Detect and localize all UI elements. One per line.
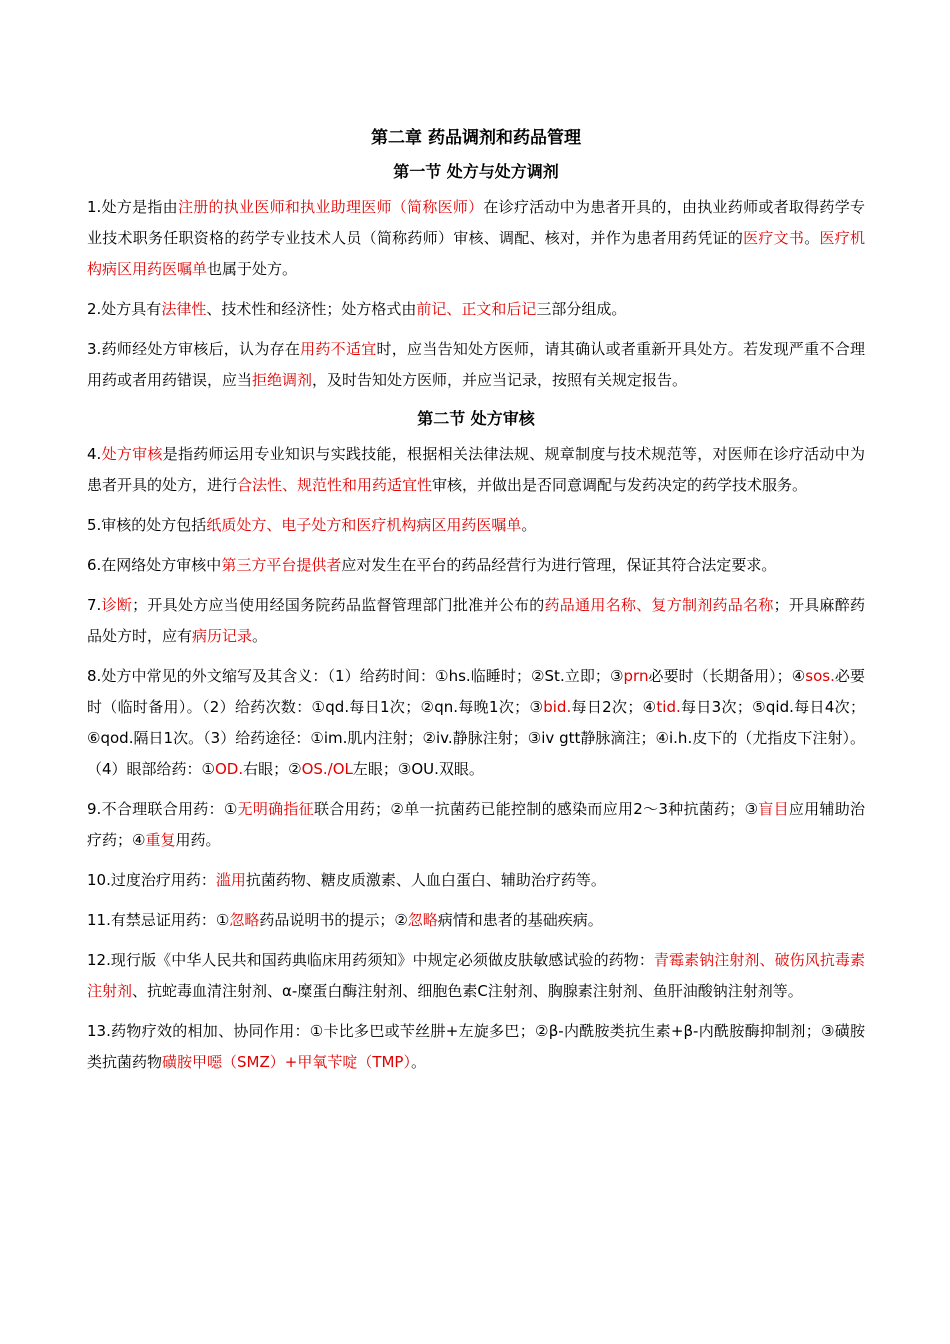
chapter-title: 第二章 药品调剂和药品管理 <box>371 128 581 148</box>
highlighted-term: 盲目 <box>758 800 789 818</box>
text-run: 4. <box>87 445 102 463</box>
text-run: 审核，并做出是否同意调配与发药决定的药学技术服务。 <box>432 476 808 494</box>
paragraph <box>87 905 865 936</box>
highlighted-term: prn <box>623 667 649 685</box>
text-run: 也属于处方。 <box>207 260 298 278</box>
highlighted-term: 医疗文书 <box>743 229 805 247</box>
highlighted-term: 用药不适宜 <box>300 340 377 358</box>
text-run: 必要时（长期备用）；④ <box>648 667 806 685</box>
text-run: 每日3次；⑤qid.每日4次；⑥qod.隔日1次。（3）给药途径：①im.肌内注射；②iv.静脉注射；③iv gtt静脉滴注；④i.h.皮下的（尤指皮下注射）。（4）眼部给药：① <box>87 698 865 778</box>
text-run: 左眼；③OU.双眼。 <box>352 760 484 778</box>
paragraph <box>87 510 865 541</box>
paragraph <box>87 1016 865 1078</box>
document-page <box>87 118 865 1087</box>
text-run: 应用辅助治疗药；④ <box>87 800 865 849</box>
highlighted-term: 纸质处方、电子处方和医疗机构病区用药医嘱单 <box>206 516 522 534</box>
text-run: 病情和患者的基础疾病。 <box>437 911 603 929</box>
highlighted-term: 拒绝调剂 <box>252 371 313 389</box>
text-run: 11.有禁忌证用药：① <box>87 911 230 929</box>
highlighted-term: OD. <box>215 760 244 778</box>
text-run: 、抗蛇毒血清注射剂、α-糜蛋白酶注射剂、细胞色素C注射剂、胸腺素注射剂、鱼肝油酸钠注射剂等。 <box>132 982 803 1000</box>
highlighted-term: 滥用 <box>215 871 246 889</box>
highlighted-term: OS./OL <box>301 760 353 778</box>
text-run: 9.不合理联合用药：① <box>87 800 238 818</box>
text-run: 必要时（临时备用）。（2）给药次数：①qd.每日1次；②qn.每晚1次；③ <box>87 667 865 716</box>
text-run: 6.在网络处方审核中 <box>87 556 222 574</box>
paragraph <box>87 334 865 396</box>
text-run: 8.处方中常见的外文缩写及其含义：（1）给药时间：①hs.临睡时；②St.立即；③ <box>87 667 624 685</box>
text-run: ，及时告知处方医师，并应当记录，按照有关规定报告。 <box>312 371 688 389</box>
section-title: 第二节 处方审核 <box>417 409 535 428</box>
paragraph <box>87 794 865 856</box>
text-run: 每日2次；④ <box>571 698 657 716</box>
highlighted-term: 忽略 <box>407 911 438 929</box>
text-run: 应对发生在平台的药品经营行为进行管理，保证其符合法定要求。 <box>341 556 777 574</box>
text-run: 、技术性和经济性；处方格式由 <box>206 300 417 318</box>
paragraph <box>87 192 865 285</box>
highlighted-term: 前记、正文和后记 <box>416 300 537 318</box>
text-run: 1.处方是指由 <box>87 198 178 216</box>
highlighted-term: 磺胺甲噁（SMZ）+甲氧苄啶（TMP） <box>162 1053 411 1071</box>
section-title: 第一节 处方与处方调剂 <box>393 162 559 181</box>
text-run: 用药。 <box>175 831 221 849</box>
text-run: 药品说明书的提示；② <box>259 911 408 929</box>
text-run: 13.药物疗效的相加、协同作用：①卡比多巴或苄丝肼+左旋多巴；②β-内酰胺类抗生素+β-内酰胺酶抑制剂；③磺胺类抗菌药物 <box>87 1022 865 1071</box>
text-run: 。 <box>252 627 268 645</box>
highlighted-term: 重复 <box>145 831 176 849</box>
text-run: 是指药师运用专业知识与实践技能，根据相关法律法规、规章制度与技术规范等，对医师在诊疗活动中为患者开具的处方，进行 <box>87 445 865 494</box>
highlighted-term: 第三方平台提供者 <box>221 556 342 574</box>
text-run: 。 <box>521 516 537 534</box>
paragraph <box>87 865 865 896</box>
highlighted-term: 处方审核 <box>101 445 163 463</box>
text-run: 右眼；② <box>243 760 302 778</box>
text-run: 5.审核的处方包括 <box>87 516 207 534</box>
paragraph <box>87 590 865 652</box>
highlighted-term: 法律性 <box>161 300 207 318</box>
highlighted-term: 注册的执业医师和执业助理医师（简称医师） <box>177 198 484 216</box>
paragraph <box>87 945 865 1007</box>
highlighted-term: sos. <box>805 667 835 685</box>
document-body <box>87 158 865 1078</box>
text-run: ；开具处方应当使用经国务院药品监督管理部门批准并公布的 <box>132 596 545 614</box>
text-run: ；开具麻醉药品处方时，应有 <box>87 596 865 645</box>
text-run: 在诊疗活动中为患者开具的，由执业药师或者取得药学专业技术职务任职资格的药学专业技术人员（简称药师）审核、调配、核对，并作为患者用药凭证的 <box>87 198 865 247</box>
highlighted-term: 医疗机构病区用药医嘱单 <box>87 229 865 278</box>
text-run: 3.药师经处方审核后，认为存在 <box>87 340 301 358</box>
text-run: 。 <box>804 229 820 247</box>
text-run: 抗菌药物、糖皮质激素、人血白蛋白、辅助治疗药等。 <box>245 871 606 889</box>
text-run: 10.过度治疗用药： <box>87 871 216 889</box>
paragraph <box>87 661 865 785</box>
highlighted-term: 诊断 <box>101 596 133 614</box>
highlighted-term: 合法性、规范性和用药适宜性 <box>237 476 433 494</box>
text-run: 。 <box>410 1053 426 1071</box>
text-run: 2.处方具有 <box>87 300 162 318</box>
highlighted-term: 无明确指征 <box>237 800 314 818</box>
text-run: 7. <box>87 596 102 614</box>
text-run: 12.现行版《中华人民共和国药典临床用药须知》中规定必须做皮肤敏感试验的药物： <box>87 951 654 969</box>
highlighted-term: 药品通用名称、复方制剂药品名称 <box>544 596 774 614</box>
highlighted-term: tid. <box>656 698 681 716</box>
highlighted-term: bid. <box>543 698 572 716</box>
highlighted-term: 忽略 <box>229 911 260 929</box>
paragraph <box>87 550 865 581</box>
highlighted-term: 病历记录 <box>192 627 253 645</box>
text-run: 时，应当告知处方医师，请其确认或者重新开具处方。若发现严重不合理用药或者用药错误，应当 <box>87 340 865 389</box>
highlighted-term: 青霉素钠注射剂、破伤风抗毒素注射剂 <box>87 951 865 1000</box>
text-run: 三部分组成。 <box>536 300 627 318</box>
paragraph <box>87 294 865 325</box>
text-run: 联合用药；②单一抗菌药已能控制的感染而应用2～3种抗菌药；③ <box>313 800 759 818</box>
paragraph <box>87 439 865 501</box>
